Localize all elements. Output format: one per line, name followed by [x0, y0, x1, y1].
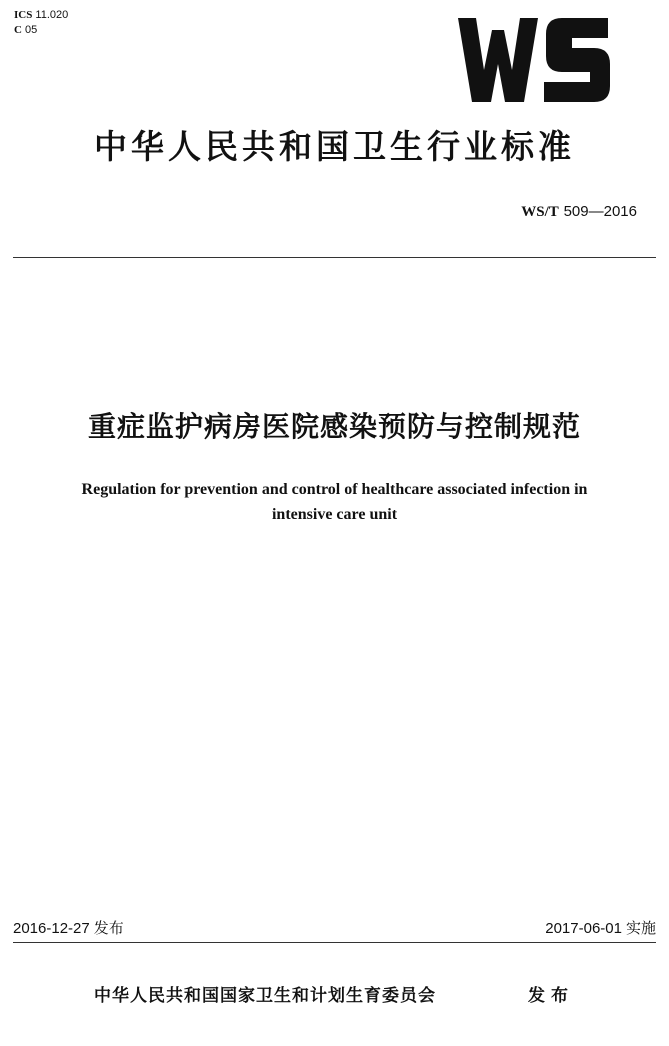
issue-date-label: 发布 — [93, 919, 124, 937]
standard-number-prefix: WS/T — [521, 204, 559, 220]
issue-date — [13, 918, 124, 939]
ccs-code: 05 — [25, 24, 38, 36]
issue-date-value: 2016-12-27 — [13, 920, 90, 937]
ccs-code-line — [14, 23, 68, 38]
document-title-english — [30, 477, 639, 527]
document-title-english-line2: intensive care unit — [271, 506, 398, 523]
publisher-action: 发布 — [528, 986, 574, 1006]
implementation-date — [545, 918, 656, 939]
footer-divider — [13, 942, 656, 943]
header-divider — [13, 257, 656, 258]
publisher-line — [0, 984, 669, 1010]
ws-logo — [458, 18, 613, 102]
ccs-label: C — [14, 24, 22, 36]
standard-number-value: 509—2016 — [563, 203, 637, 220]
implementation-date-label: 实施 — [625, 919, 656, 937]
standard-number — [521, 201, 637, 222]
ics-code: 11.020 — [35, 9, 69, 21]
implementation-date-value: 2017-06-01 — [545, 920, 622, 937]
classification-codes — [14, 8, 68, 38]
standard-category-title: 中华人民共和国卫生行业标准 — [94, 127, 575, 166]
ics-code-line — [14, 8, 68, 23]
document-title-chinese: 重症监护病房医院感染预防与控制规范 — [87, 410, 581, 443]
publisher-name: 中华人民共和国国家卫生和计划生育委员会 — [94, 986, 436, 1006]
document-title-english-line1: Regulation for prevention and control of healthcare associated infection in — [81, 481, 588, 498]
ics-label: ICS — [14, 9, 33, 21]
